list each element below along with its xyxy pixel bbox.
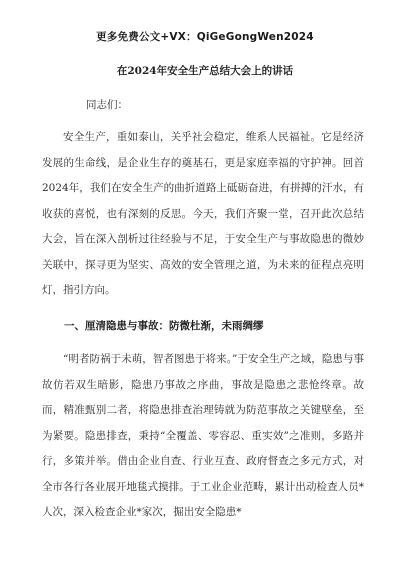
promo-line: 更多免费公文+VX：QiGeGongWen2024	[96, 31, 314, 43]
paragraph-section-1: “明者防祸于未萌，智者图患于将来。”于安全生产之域，隐患与事故仿若双生暗影，隐患乃事故之序曲，事故是隐患之悲怆终章。故而，精准甄别二者，将隐患排查治理铸就为防范事故之关键壁垒，至为紧要。隐患排查，秉持“全覆盖、零容忍、重实效”之准则，多路并行，多策并举。借由企业自查、行业互查、政府督查之多元方式，对全市各行各业展开地毯式摸排。于工业企业范畴，累计出动检查人员*人次，深入检查企业*家次，掘出安全隐患*	[42, 353, 364, 518]
greeting: 同志们：	[86, 99, 128, 111]
paragraph-intro: 安全生产，重如泰山，关乎社会稳定，维系人民福祉。它是经济发展的生命线，是企业生存的奠基石，更是家庭幸福的守护神。回首2024年，我们在安全生产的曲折道路上砥砺奋进，有拼搏的汗水，有收获的喜悦，也有深刻的反思。今天，我们齐聚一堂，召开此次总结大会，旨在深入剖析过往经验与不足，于安全生产与事故隐患的微妙关联中，探寻更为坚实、高效的安全管理之道，为未来的征程点亮明灯，指引方向。	[42, 131, 364, 296]
section-heading-1: 一、厘清隐患与事故：防微杜渐，未雨绸缪	[64, 320, 264, 332]
document-title: 在2024年安全生产总结大会上的讲话	[116, 65, 294, 77]
